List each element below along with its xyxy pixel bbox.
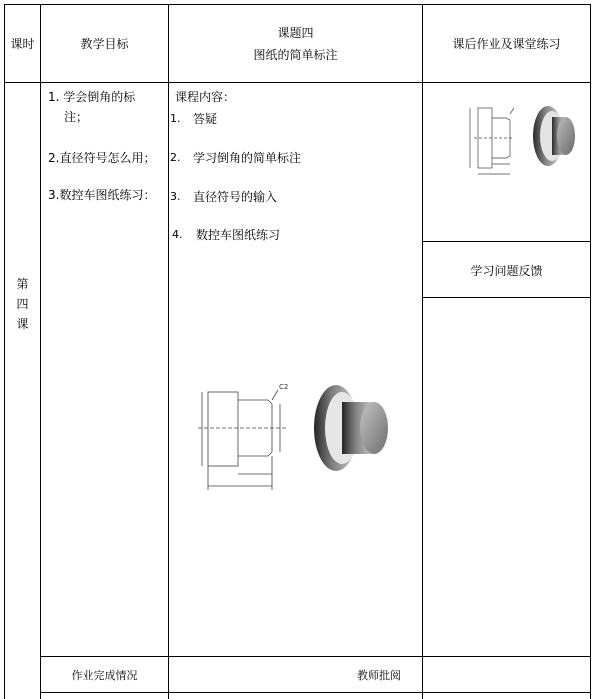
- header-period: 课时: [10, 37, 35, 51]
- content-item-2-num: 2.: [170, 151, 181, 164]
- feedback-top-border: [422, 241, 591, 242]
- content-title: 课程内容：: [175, 90, 236, 104]
- lesson-label-char-1: 第: [16, 277, 29, 291]
- part-3d-small: [530, 103, 578, 169]
- content-item-4-text: 数控车图纸练习: [196, 228, 281, 242]
- goal-3: 3.数控车图纸练习：: [48, 188, 156, 202]
- footer-bottom-border: [40, 692, 591, 693]
- feedback-title: 学习问题反馈: [470, 264, 543, 278]
- lesson-label-char-3: 课: [16, 317, 29, 331]
- col1-border: [40, 4, 41, 699]
- header-bottom-border: [4, 82, 591, 83]
- goal-2: 2.直径符号怎么用；: [48, 151, 156, 165]
- col3-border: [422, 4, 423, 699]
- footer-top-border: [40, 656, 591, 657]
- col2-border: [168, 4, 169, 699]
- table-left-border: [4, 4, 5, 699]
- part-3d-main: [312, 382, 392, 474]
- table-top-border: [4, 4, 591, 5]
- content-item-3-num: 3.: [170, 190, 181, 203]
- table-right-border: [590, 4, 591, 699]
- technical-drawing-main: [188, 380, 298, 492]
- technical-drawing-small: [462, 100, 522, 182]
- goal-1-line2: 注；: [64, 110, 89, 124]
- content-item-1-num: 1.: [170, 112, 181, 125]
- content-item-1-text: 答疑: [193, 112, 218, 126]
- content-item-4-num: 4.: [172, 228, 183, 241]
- header-topic-line2: 图纸的简单标注: [253, 48, 338, 62]
- header-goals: 教学目标: [80, 37, 129, 51]
- content-item-2-text: 学习倒角的简单标注: [193, 151, 302, 165]
- footer-review: 教师批阅: [357, 669, 401, 682]
- chamfer-label: C2: [279, 383, 289, 391]
- footer-completion: 作业完成情况: [71, 669, 138, 682]
- header-topic-line1: 课题四: [277, 26, 314, 40]
- feedback-bottom-border: [422, 297, 591, 298]
- header-homework: 课后作业及课堂练习: [452, 37, 561, 51]
- content-item-3-text: 直径符号的输入: [193, 190, 278, 204]
- lesson-label-char-2: 四: [16, 297, 29, 311]
- goal-1-line1: 1. 学会倒角的标: [48, 90, 136, 104]
